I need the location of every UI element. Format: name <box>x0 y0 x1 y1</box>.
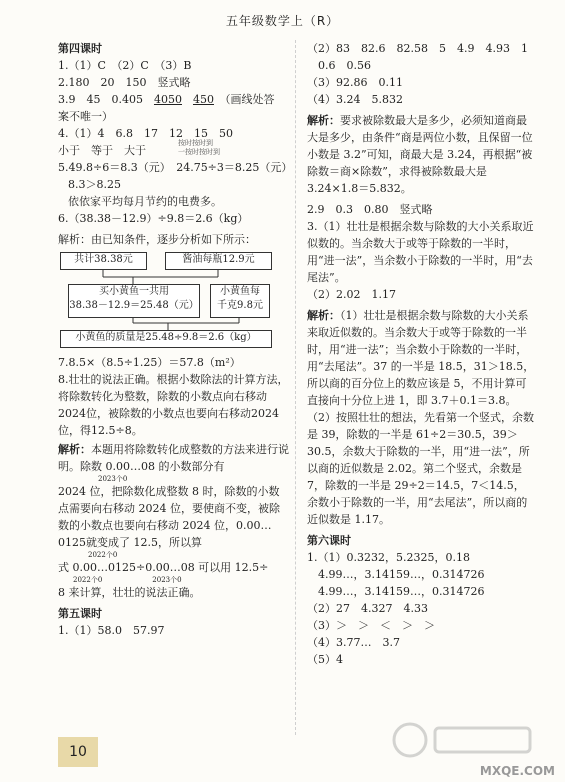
analysis-r2: 解析：（1）壮壮是根据余数与除数的大小关系来取近似数的。当余数大于或等于除数的一半时，用“进一法”；当余数小于除数的一半时，用“去尾法”。37 的一半是 18.5，31＞18.5，所以商的百分位上的数应该是 5，不用计算可直接向十分位上进 1，即 3.7＋0.1＝3.8。 <box>307 309 535 407</box>
diagram-box-price: 小黄鱼每 千克9.8元 <box>210 284 270 318</box>
answer-5-conclusion: 依依家平均每月节约的电费多。 <box>68 195 222 208</box>
section-title-5: 第五课时 <box>58 607 102 620</box>
brace-note: 2022个0 2023个0 <box>73 576 182 584</box>
watermark-logo-icon <box>390 720 540 760</box>
diagram-box-result: 小黄鱼的质量是25.48÷9.8＝2.6（kg） <box>60 330 272 348</box>
answer-1: 1.（1）C （2）C （3）B <box>58 59 192 72</box>
answer-s1: 1.（1）0.3232，5.2325，0.18 <box>307 551 470 564</box>
analysis-8: 解析：本题用将除数转化成整数的方法来进行说明。除数 0.00…08 的小数部分有 <box>58 443 289 473</box>
answer-s4: （2）27 4.327 4.33 <box>307 602 428 615</box>
answer-r4: （4）3.24 5.832 <box>307 93 403 106</box>
page-number: 10 <box>58 737 98 767</box>
answer-s2: 4.99…，3.14159…，0.314726 <box>307 568 485 581</box>
diagram-box-fish-total: 买小黄鱼一共用 38.38－12.9＝25.48（元） <box>68 284 200 318</box>
answer-r6: 3.（1）壮壮是根据余数与除数的大小关系取近似数的。当余数大于或等于除数的一半时，用“进一法”，当余数小于除数的一半时，用“去尾法”。 <box>307 220 534 284</box>
answer-6: 6.（38.38－12.9）÷9.8＝2.6（kg） <box>58 212 249 225</box>
handwritten-note: 按时按时到 <box>178 139 213 147</box>
section-title-4: 第四课时 <box>58 42 102 55</box>
answer-s5: （3）＞ ＞ ＜ ＞ ＞ <box>307 619 435 632</box>
underlined-answer: 450 <box>192 93 214 106</box>
answer-r3: （3）92.86 0.11 <box>307 76 403 89</box>
answer-r2: 0.6 0.56 <box>307 59 371 72</box>
analysis-8-cont: 2024 位，把除数化成整数 8 时，除数的小数点需要向右移动 2024 位，要使商不变，被除数的小数点也要向右移动 2024 位，0.00…0125就变成了 12.5，所以算 <box>58 485 280 549</box>
analysis-r: 解析：要求被除数最大是多少，必须知道商最大是多少，由条件“商是两位小数，且保留一位小数是 3.2”可知，商最大是 3.24，再根据“被除数＝商×除数”，求得被除数最大是 3.24×1.8＝5.832。 <box>307 114 533 195</box>
diagram-connectors <box>58 250 290 352</box>
left-column <box>58 40 293 639</box>
right-column <box>307 40 535 668</box>
underlined-answer: 4050 <box>153 93 182 106</box>
answer-4: 4.（1）4 6.8 17 12 15 50 <box>58 127 233 140</box>
analysis-diagram <box>58 250 290 352</box>
answer-7: 7.8.5×（8.5÷1.25）＝57.8（m²） <box>58 356 241 369</box>
analysis-8-formula: 式 0.00…0125÷0.00…08 可以用 12.5÷ <box>58 561 269 574</box>
answer-r7: （2）2.02 1.17 <box>307 288 396 301</box>
answer-5-compare: 8.3＞8.25 <box>68 178 121 191</box>
analysis-r2-part2: （2）按照壮壮的想法，先看第一个竖式，余数是 39，除数的一半是 61÷2＝30.5，39＞30.5，余数大于除数的一半，用“进一法”，所以商的近似数是 2.02。第二个竖式，余数是 7，除数的一半是 29÷2＝14.5，7＜14.5，余数小于除数的一半，用“去尾法”，所以商的近似数是 1.17。 <box>307 411 534 526</box>
answer-s7: （5）4 <box>307 653 343 666</box>
brace-note: 2023个0 <box>98 475 128 483</box>
brace-note: 2022个0 <box>88 551 118 559</box>
answer-s3: 4.99…，3.14159…，0.314726 <box>307 585 485 598</box>
answer-5: 5.49.8÷6＝8.3（元） 24.75÷3＝8.25（元） <box>58 161 293 174</box>
analysis-6: 解析：由已知条件，逐步分析如下所示： <box>58 233 256 246</box>
answer-3: 3.9 45 0.405 4050 450 （画线处答 <box>58 93 275 106</box>
column-divider <box>295 40 296 735</box>
answer-8: 8.壮壮的说法正确。根据小数除法的计算方法，将除数转化为整数，除数的小数点向右移动2024位，被除数的小数点也要向右移动2024位，得12.5÷8。 <box>58 373 289 437</box>
handwritten-note: 一按时按时到 <box>178 148 220 156</box>
page-header: 五年级数学上（R） <box>225 14 340 28</box>
answer-5-1: 1.（1）58.0 57.97 <box>58 624 165 637</box>
answer-r5: 2.9 0.3 0.80 竖式略 <box>307 203 433 216</box>
answer-s6: （4）3.77… 3.7 <box>307 636 400 649</box>
answer-4-row2: 小于 等于 大于 按时按时到 一按时按时到 <box>58 139 220 157</box>
diagram-box-total: 共计38.38元 <box>60 252 147 270</box>
section-title-6: 第六课时 <box>307 534 351 547</box>
answer-r1: （2）83 82.6 82.58 5 4.9 4.93 1 <box>307 42 528 55</box>
answer-2: 2.180 20 150 竖式略 <box>58 76 191 89</box>
analysis-8-end: 8 来计算，壮壮的说法正确。 <box>58 586 201 599</box>
diagram-box-sauce: 酱油每瓶12.9元 <box>165 252 272 270</box>
answer-3-note: 案不唯一） <box>58 110 113 123</box>
watermark-text: MXQE.COM <box>479 764 555 778</box>
